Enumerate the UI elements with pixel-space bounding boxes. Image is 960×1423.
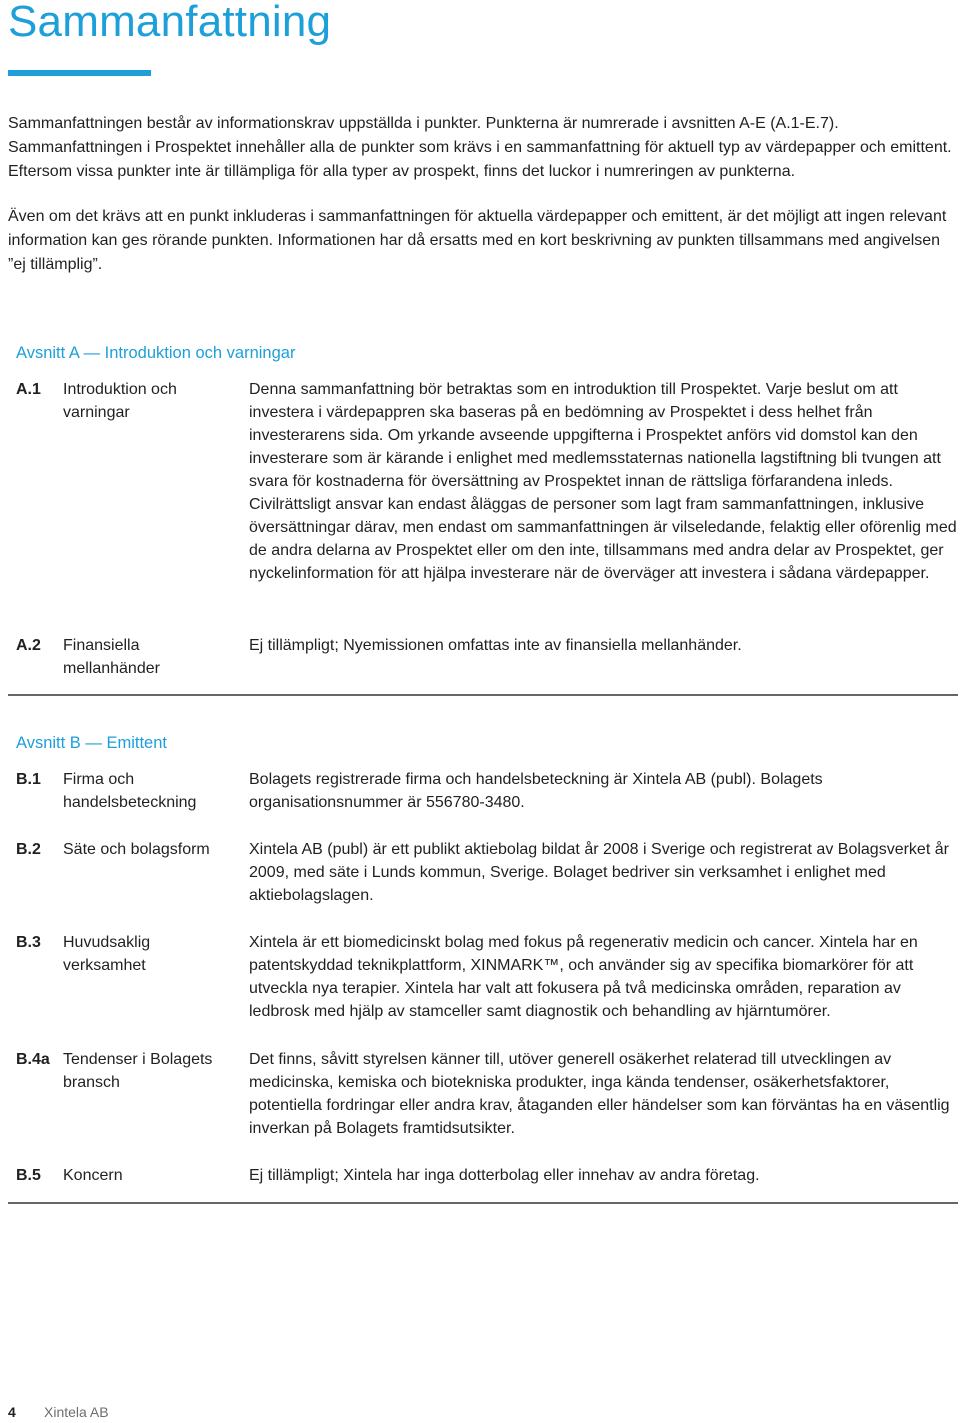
item-number: B.1	[16, 771, 41, 788]
item-number: B.2	[16, 841, 41, 858]
item-label: Finansiella mellanhänder	[63, 637, 160, 677]
intro-paragraph-1: Sammanfattningen består av informationskrav uppställda i punkter. Punkterna är numrerade i avsnitten A-E (A.1-E.7). Sammanfattningen i Prospektet innehåller alla de punkter som krävs i en sammanfattning för aktuell typ av värdepapper och emittent. Eftersom vissa punkter inte är tillämpliga för alla typer av prospekt, finns det luckor i numreringen av punkterna.	[8, 115, 952, 180]
intro-paragraph-2: Även om det krävs att en punkt inkluderas i sammanfattningen för aktuella värdepapper och emittent, är det möjligt att ingen relevant information kan ges rörande punkten. Informationen har då ersatts med en kort beskrivning av punkten tillsammans med angivelsen ”ej tillämplig”.	[8, 208, 947, 273]
item-number: A.1	[16, 381, 41, 398]
item-label: Introduktion och varningar	[63, 381, 177, 421]
item-text: Xintela AB (publ) är ett publikt aktiebolag bildat år 2008 i Sverige och registrerat av Bolagsverket år 2009, med säte i Lunds kommun, Sverige. Bolaget bedriver sin verksamhet i enlighet med aktiebolagslagen.	[249, 841, 949, 904]
item-label: Tendenser i Bolagets bransch	[63, 1051, 213, 1091]
section-b-divider	[8, 1202, 958, 1204]
item-number: A.2	[16, 637, 41, 654]
title-underline	[8, 70, 151, 76]
item-text: Det finns, såvitt styrelsen känner till, utöver generell osäkerhet relaterad till utvecklingen av medicinska, kemiska och biotekniska produkter, inga kända tendenser, osäkerhetsfaktorer, potentiella fordringar eller andra krav, åtaganden eller händelser som kan förväntas ha en väsentlig inverkan på Bolagets framtidsutsikter.	[249, 1051, 950, 1137]
item-text: Bolagets registrerade firma och handelsbeteckning är Xintela AB (publ). Bolagets organisationsnummer är 556780-3480.	[249, 771, 823, 811]
item-text: Denna sammanfattning bör betraktas som en introduktion till Prospektet. Varje beslut om att investera i värdepappren ska baseras på en bedömning av Prospektet i dess helhet från investerarens sida. Om yrkande avseende uppgifterna i Prospektet anförs vid domstol kan den investerare som är kärande i enlighet med medlemsstaternas nationella lagstiftning bli tvungen att svara för kostnaderna för översättning av Prospektet innan de rättsliga förfarandena inleds. Civilrättsligt ansvar kan endast åläggas de personer som lagt fram sammanfattningen, inklusive översättningar därav, men endast om sammanfattningen är vilseledande, felaktig eller oförenlig med de andra delarna av Prospektet eller om den inte, tillsammans med andra delar av Prospektet, ger nyckelinformation för att hjälpa investerare när de överväger att investera i sådana värdepapper.	[249, 381, 957, 582]
item-label: Firma och handelsbeteckning	[63, 771, 197, 811]
section-a-heading: Avsnitt A — Introduktion och varningar	[16, 344, 296, 362]
item-number: B.4a	[16, 1051, 50, 1068]
item-label: Säte och bolagsform	[63, 841, 210, 858]
item-text: Xintela är ett biomedicinskt bolag med fokus på regenerativ medicin och cancer. Xintela har en patentskyddad teknikplattform, XINMARK™, och använder sig av specifika biomarkörer för att utveckla nya terapier. Xintela har valt att fokusera på två medicinska områden, reparation av ledbrosk med hjälp av stamceller samt diagnostik och behandling av hjärntumörer.	[249, 934, 918, 1020]
item-number: B.3	[16, 934, 41, 951]
section-a-divider	[8, 694, 958, 696]
page-number: 4	[8, 1404, 16, 1420]
item-text: Ej tillämpligt; Xintela har inga dotterbolag eller innehav av andra företag.	[249, 1167, 760, 1184]
page-title: Sammanfattning	[8, 0, 332, 46]
item-label: Huvudsaklig verksamhet	[63, 934, 151, 974]
section-b-heading: Avsnitt B — Emittent	[16, 734, 167, 752]
item-text: Ej tillämpligt; Nyemissionen omfattas inte av finansiella mellanhänder.	[249, 637, 742, 654]
item-number: B.5	[16, 1167, 41, 1184]
footer-company: Xintela AB	[44, 1404, 109, 1420]
item-label: Koncern	[63, 1167, 123, 1184]
